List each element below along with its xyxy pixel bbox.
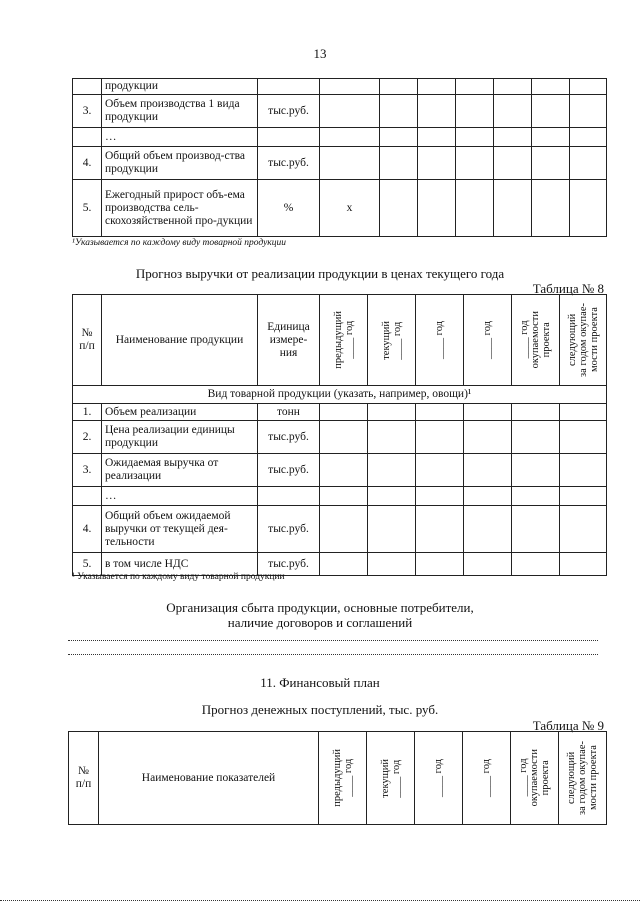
empty-cell — [368, 454, 416, 487]
empty-cell — [570, 128, 607, 147]
empty-cell — [380, 128, 418, 147]
empty-cell — [416, 487, 464, 506]
empty-cell — [456, 95, 494, 128]
empty-cell — [464, 487, 512, 506]
table-row — [73, 79, 607, 95]
year-header-label: ____ год — [434, 321, 445, 359]
header-name: Наименование продукции — [102, 295, 258, 386]
empty-cell — [416, 506, 464, 553]
empty-cell — [512, 553, 560, 576]
empty-cell — [416, 553, 464, 576]
empty-cell — [380, 95, 418, 128]
row-number: 4. — [73, 506, 102, 553]
row-name: Общий объем производ-ства продукции — [102, 147, 258, 180]
row-unit: тонн — [258, 404, 320, 421]
row-number: 3. — [73, 95, 102, 128]
empty-cell — [418, 128, 456, 147]
row-number — [73, 487, 102, 506]
table-row — [73, 404, 607, 421]
table-row — [73, 506, 607, 553]
empty-cell — [320, 421, 368, 454]
row-number — [73, 79, 102, 95]
header-year — [560, 295, 607, 386]
header-year — [367, 732, 415, 825]
row-name: в том числе НДС — [102, 553, 258, 576]
empty-cell — [560, 454, 607, 487]
empty-cell — [464, 553, 512, 576]
fill-line-2 — [68, 654, 598, 655]
page-number: 13 — [313, 46, 327, 61]
empty-cell — [512, 506, 560, 553]
empty-cell — [494, 79, 532, 95]
empty-cell — [320, 454, 368, 487]
empty-cell — [320, 506, 368, 553]
header-year — [368, 295, 416, 386]
year-header-label: предыдущий ____ год — [332, 311, 355, 369]
year-header-label: ____ год — [482, 321, 493, 359]
empty-cell — [368, 404, 416, 421]
empty-cell — [560, 487, 607, 506]
empty-cell — [380, 180, 418, 237]
row-name: … — [102, 487, 258, 506]
fill-line-1 — [68, 640, 598, 641]
empty-cell — [532, 79, 570, 95]
row-number: 4. — [73, 147, 102, 180]
row-name: Общий объем ожидаемой выручки от текущей дея-тельности — [102, 506, 258, 553]
bottom-edge-line — [0, 900, 640, 901]
footnote-t8: ¹ Указывается по каждому виду товарной продукции — [72, 572, 285, 582]
row-unit — [258, 487, 320, 506]
year-header-label: предыдущий ____ год — [331, 749, 354, 807]
table-row — [73, 180, 607, 237]
empty-cell — [416, 404, 464, 421]
empty-cell — [416, 454, 464, 487]
group-row — [73, 386, 607, 404]
row-unit — [258, 79, 320, 95]
row-number — [73, 128, 102, 147]
empty-cell — [494, 128, 532, 147]
empty-cell — [416, 421, 464, 454]
empty-cell — [418, 147, 456, 180]
empty-cell — [464, 454, 512, 487]
header-year — [319, 732, 367, 825]
empty-cell — [532, 180, 570, 237]
empty-cell — [456, 79, 494, 95]
header-year — [464, 295, 512, 386]
header-year — [512, 295, 560, 386]
table-row — [73, 95, 607, 128]
year-header-label: ____ год — [433, 759, 444, 797]
row-number: 5. — [73, 180, 102, 237]
row-unit: % — [258, 180, 320, 237]
table9-caption: Прогноз денежных поступлений, тыс. руб. — [201, 702, 439, 717]
empty-cell — [512, 404, 560, 421]
empty-cell — [494, 180, 532, 237]
header-num: № п/п — [69, 732, 99, 825]
empty-cell — [570, 180, 607, 237]
header-year — [463, 732, 511, 825]
empty-cell — [380, 79, 418, 95]
empty-cell — [456, 128, 494, 147]
year-header-label: ____ год окупаемости проекта — [518, 749, 551, 807]
year-header-label: ____ год окупаемости проекта — [519, 311, 552, 369]
header-year — [416, 295, 464, 386]
row-unit — [258, 128, 320, 147]
row-number: 1. — [73, 404, 102, 421]
row-number: 2. — [73, 421, 102, 454]
table-row — [73, 421, 607, 454]
table-top — [72, 78, 607, 237]
sales-heading-line2: наличие договоров и соглашений — [227, 615, 413, 630]
empty-cell — [560, 506, 607, 553]
row-unit: тыс.руб. — [258, 506, 320, 553]
group-label: Вид товарной продукции (указать, например, овощи)¹ — [73, 386, 607, 404]
year-header-label: текущий ____ год — [380, 320, 403, 360]
header-row — [73, 295, 607, 386]
row-name: Ежегодный прирост объ-ема производства сель-скохозяйственной про-дукции — [102, 180, 258, 237]
year-header-label: ____ год — [481, 759, 492, 797]
empty-cell — [368, 421, 416, 454]
table8-caption: Прогноз выручки от реализации продукции в ценах текущего года — [135, 266, 505, 281]
row-name: Объем производства 1 вида продукции — [102, 95, 258, 128]
empty-cell — [418, 79, 456, 95]
empty-cell — [532, 147, 570, 180]
table-row — [73, 147, 607, 180]
empty-cell — [368, 553, 416, 576]
table-row — [73, 487, 607, 506]
row-unit: тыс.руб. — [258, 553, 320, 576]
row-name: Ожидаемая выручка от реализации — [102, 454, 258, 487]
empty-cell — [464, 421, 512, 454]
header-name: Наименование показателей — [99, 732, 319, 825]
row-unit: тыс.руб. — [258, 95, 320, 128]
empty-cell — [368, 487, 416, 506]
table-row — [73, 128, 607, 147]
header-year — [320, 295, 368, 386]
header-unit: Единица измере-ния — [258, 295, 320, 386]
row-unit: тыс.руб. — [258, 454, 320, 487]
row-name: … — [102, 128, 258, 147]
empty-cell — [570, 95, 607, 128]
empty-cell — [494, 147, 532, 180]
row-value — [320, 79, 380, 95]
empty-cell — [494, 95, 532, 128]
table-9 — [68, 731, 607, 825]
empty-cell — [380, 147, 418, 180]
footnote-top: ¹Указывается по каждому виду товарной продукции — [72, 238, 287, 248]
row-unit: тыс.руб. — [258, 147, 320, 180]
header-year — [511, 732, 559, 825]
row-name: Объем реализации — [102, 404, 258, 421]
empty-cell — [464, 506, 512, 553]
row-number: 5. — [73, 553, 102, 576]
row-value: х — [320, 180, 380, 237]
empty-cell — [560, 421, 607, 454]
empty-cell — [512, 487, 560, 506]
empty-cell — [532, 95, 570, 128]
empty-cell — [560, 553, 607, 576]
row-name: продукции — [102, 79, 258, 95]
year-header-label: следующий за годом окупае- мости проекта — [566, 303, 600, 377]
row-unit: тыс.руб. — [258, 421, 320, 454]
empty-cell — [570, 79, 607, 95]
table-row — [73, 454, 607, 487]
table8-label: Таблица № 8 — [532, 281, 604, 296]
empty-cell — [456, 147, 494, 180]
header-year — [559, 732, 607, 825]
section-title: 11. Финансовый план — [260, 675, 380, 690]
row-name: Цена реализации единицы продукции — [102, 421, 258, 454]
empty-cell — [456, 180, 494, 237]
year-header-label: текущий ____ год — [379, 758, 402, 798]
row-value — [320, 128, 380, 147]
empty-cell — [320, 404, 368, 421]
row-number: 3. — [73, 454, 102, 487]
table-8 — [72, 294, 607, 576]
header-year — [415, 732, 463, 825]
header-row — [69, 732, 607, 825]
empty-cell — [320, 487, 368, 506]
empty-cell — [418, 180, 456, 237]
empty-cell — [532, 128, 570, 147]
empty-cell — [418, 95, 456, 128]
empty-cell — [368, 506, 416, 553]
empty-cell — [320, 553, 368, 576]
empty-cell — [464, 404, 512, 421]
header-num: № п/п — [73, 295, 102, 386]
empty-cell — [570, 147, 607, 180]
empty-cell — [512, 454, 560, 487]
sales-heading-line1: Организация сбыта продукции, основные потребители, — [166, 600, 474, 615]
empty-cell — [512, 421, 560, 454]
row-value — [320, 147, 380, 180]
row-value — [320, 95, 380, 128]
year-header-label: следующий за годом окупае- мости проекта — [566, 741, 599, 815]
table9-label: Таблица № 9 — [532, 718, 604, 733]
empty-cell — [560, 404, 607, 421]
